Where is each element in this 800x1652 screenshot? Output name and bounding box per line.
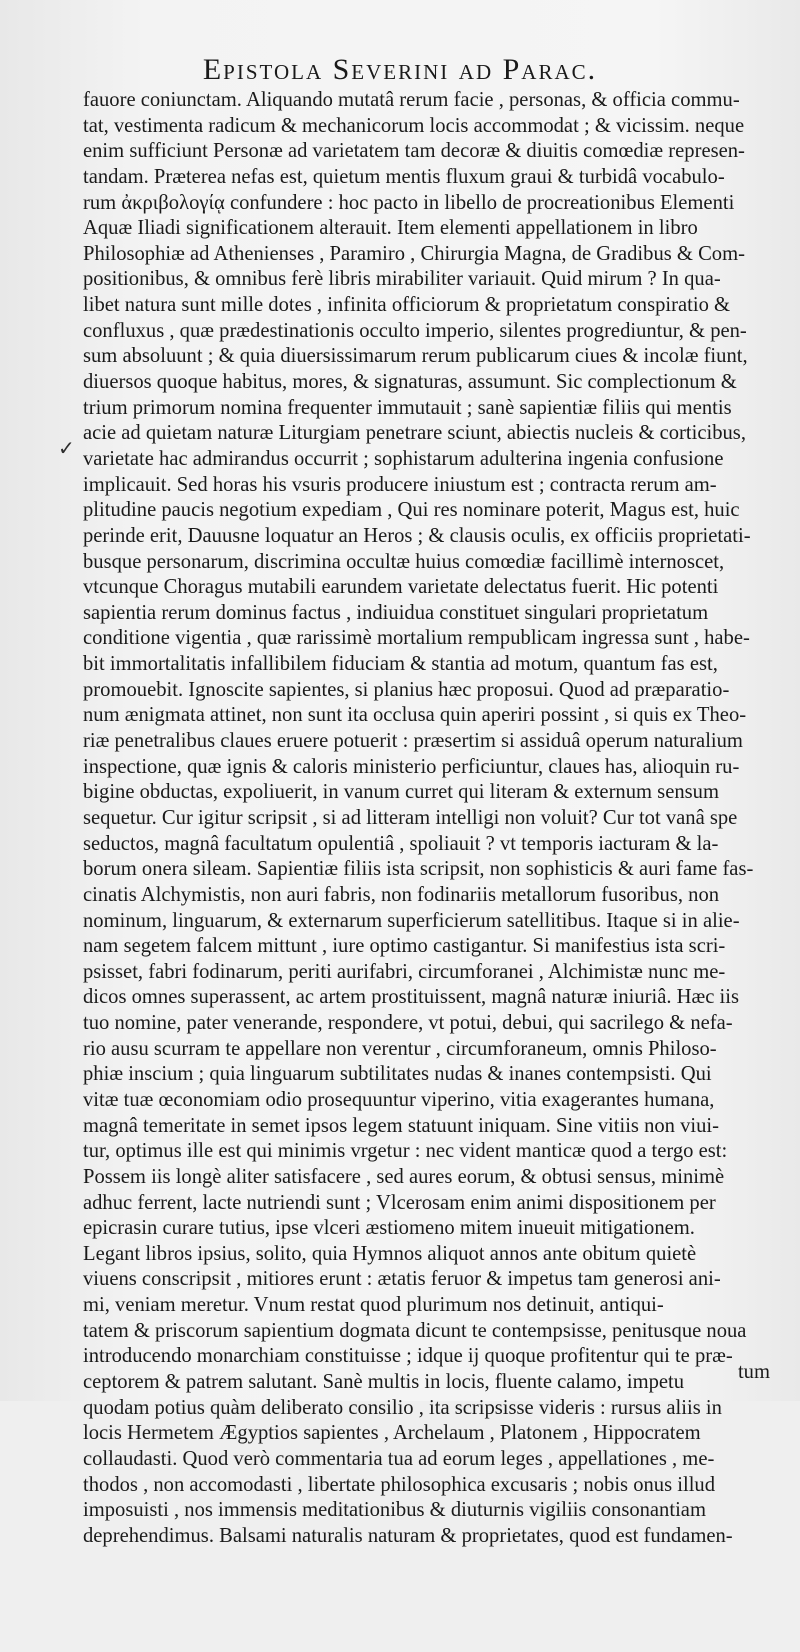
text-line: Legant libros ipsius, solito, quia Hymnos aliquot annos ante obitum quietè bbox=[83, 1242, 697, 1265]
text-line: mi, veniam meretur. Vnum restat quod plurimum nos detinuit, antiqui- bbox=[83, 1294, 664, 1317]
text-line: sapientia rerum dominus factus , indiuidua constituet singulari proprietatum bbox=[83, 601, 709, 624]
text-line: trium primorum nomina frequenter immutauit ; sanè sapientiæ filiis qui mentis bbox=[83, 396, 732, 419]
text-line: tandam. Præterea nefas est, quietum mentis fluxum graui & turbidâ vocabulo- bbox=[83, 165, 725, 188]
text-line: ceptorem & patrem salutant. Sanè multis in locis, fluente calamo, impetu bbox=[83, 1371, 685, 1394]
text-line: promouebit. Ignoscite sapientes, si planius hæc proposui. Quod ad præparatio- bbox=[83, 678, 730, 701]
text-line: positionibus, & omnibus ferè libris mirabiliter variauit. Quid mirum ? In qua- bbox=[83, 268, 721, 291]
text-line bbox=[83, 1601, 773, 1627]
text-line: locis Hermetem Ægyptios sapientes , Archelaum , Platonem , Hippocratem bbox=[83, 1422, 701, 1445]
text-line: tat, vestimenta radicum & mechanicorum locis accommodat ; & vicissim. neque bbox=[83, 114, 745, 137]
text-line: quodam potius quàm deliberato consilio , ita scripsisse videris : rursus aliis in bbox=[83, 1396, 722, 1419]
body-text bbox=[83, 88, 773, 1652]
text-line: acie ad quietam naturæ Liturgiam penetrare sciunt, abiectis nucleis & corticibus, bbox=[83, 422, 746, 445]
text-line: rio ausu scurram te appellare non verentur , circumforaneum, omnis Philoso- bbox=[83, 1037, 717, 1060]
text-line: nominum, linguarum, & externarum superficierum satellitibus. Itaque si in alie- bbox=[83, 909, 740, 932]
text-line bbox=[83, 1626, 773, 1652]
text-line: vitæ tuæ œconomiam odio prosequuntur viperino, vitia exagerantes humana, bbox=[83, 1088, 715, 1111]
margin-mark: ✓ bbox=[58, 438, 75, 460]
text-line: enim sufficiunt Personæ ad varietatem tam decoræ & diuitis comœdiæ represen- bbox=[83, 140, 745, 163]
text-line: cinatis Alchymistis, non auri fabris, non fodinariis metallorum fusoribus, non bbox=[83, 883, 720, 906]
text-line: viuens conscripsit , mitiores erunt : ætatis feruor & impetus tam generosi ani- bbox=[83, 1268, 721, 1291]
page-header: Epistola Severini ad Parac. bbox=[202, 53, 598, 86]
text-line: tur, optimus ille est qui minimis vrgetur : nec vident manticæ quod a tergo est: bbox=[83, 1140, 728, 1163]
text-line: bit immortalitatis infallibilem fiduciam & stantia ad motum, quantum fas est, bbox=[83, 653, 718, 676]
text-line: thodos , non accomodasti , libertate philosophica excusaris ; nobis onus illud bbox=[83, 1473, 716, 1496]
text-line: nam segetem falcem mittunt , iure optimo castigantur. Si manifestius ista scri- bbox=[83, 935, 726, 958]
text-line: borum onera sileam. Sapientiæ filiis ista scripsit, non sophisticis & auri fame fas- bbox=[83, 858, 754, 881]
text-line: inspectione, quæ ignis & caloris ministerio perficiuntur, claues has, alioquin ru- bbox=[83, 755, 740, 778]
text-line: Philosophiæ ad Athenienses , Paramiro , Chirurgia Magna, de Gradibus & Com- bbox=[83, 242, 745, 265]
text-line bbox=[83, 1575, 773, 1601]
text-line: plitudine paucis negotium expediam , Qui res nominare poterit, Magus est, huic bbox=[83, 499, 740, 522]
text-line: adhuc ferrent, lacte nutriendi sunt ; Vlcerosam enim animi dispositionem per bbox=[83, 1191, 716, 1214]
text-line: sequetur. Cur igitur scripsit , si ad litteram intelligi non voluit? Cur tot vanâ spe bbox=[83, 806, 738, 829]
text-line: confluxus , quæ prædestinationis occulto imperio, silentes progrediuntur, & pen- bbox=[83, 319, 747, 342]
text-line: Possem iis longè aliter satisfacere , sed aures eorum, & obtusi sensus, minimè bbox=[83, 1165, 725, 1188]
text-line: introducendo monarchiam constituisse ; idque ij quoque profitentur qui te præ- bbox=[83, 1345, 733, 1368]
catchword: tum bbox=[737, 1361, 770, 1383]
text-line: epicrasin curare tutius, ipse vlceri æstiomeno mitem inueuit mitigationem. bbox=[83, 1217, 695, 1240]
text-line: deprehendimus. Balsami naturalis naturam & proprietates, quod est fundamen- bbox=[83, 1524, 733, 1547]
text-line: num ænigmata attinet, non sunt ita occlusa quin aperiri possint , si quis ex Theo- bbox=[83, 704, 747, 727]
text-line: vtcunque Choragus mutabili earundem varietate delectatus fuerit. Hic potenti bbox=[83, 576, 719, 599]
text-line: Aquæ Iliadi significationem alterauit. Item elementi appellationem in libro bbox=[83, 217, 698, 240]
text-line: psisset, fabri fodinarum, periti aurifabri, circumforanei , Alchimistæ nunc me- bbox=[83, 960, 726, 983]
text-line: fauore coniunctam. Aliquando mutatâ rerum facie , personas, & officia commu- bbox=[83, 89, 740, 111]
text-line: varietate hac admirandus occurrit ; sophistarum adulterina ingenia confusione bbox=[83, 447, 724, 470]
text-line: sum absoluunt ; & quia diuersissimarum rerum publicarum ciues & incolæ fiunt, bbox=[83, 345, 748, 368]
text-line: riæ penetralibus claues eruere potuerit : præsertim si assiduâ operum naturalium bbox=[83, 730, 743, 753]
text-line: tatem & priscorum sapientium dogmata dicunt te contempsisse, penitusque noua bbox=[83, 1319, 747, 1342]
text-line: phiæ inscium ; quia linguarum subtilitates nudas & inanes contempsisti. Qui bbox=[83, 1063, 712, 1086]
text-line: perinde erit, Dauusne loquatur an Heros ; & clausis oculis, ex officiis proprietati- bbox=[83, 524, 751, 547]
text-line: implicauit. Sed horas his vsuris producere iniustum est ; contracta rerum am- bbox=[83, 473, 717, 496]
text-line: dicos omnes superassent, ac artem prostituissent, magnâ naturæ iniuriâ. Hæc iis bbox=[83, 986, 740, 1009]
text-line: conditione vigentia , quæ rarissimè mortalium rempublicam ingressa sunt , habe- bbox=[83, 627, 750, 650]
text-line bbox=[83, 1550, 773, 1576]
text-line: busque personarum, discrimina occultæ huius comœdiæ facillimè internoscet, bbox=[83, 550, 725, 573]
text-line: libet natura sunt mille dotes , infinita officiorum & proprietatum conspiratio & bbox=[83, 294, 731, 317]
text-line: tuo nomine, pater venerande, respondere, vt potui, debui, qui sacrilego & nefa- bbox=[83, 1012, 733, 1035]
text-line: collaudasti. Quod verò commentaria tua ad eorum leges , appellationes , me- bbox=[83, 1447, 715, 1470]
text-line: bigine obductas, expoliuerit, in vanum curret qui literam & externum sensum bbox=[83, 781, 719, 804]
text-line: seductos, magnâ facultatum opulentiâ , spoliauit ? vt temporis iacturam & la- bbox=[83, 832, 719, 855]
text-line: imposuisti , nos immensis meditationibus & diuturnis vigiliis consonantiam bbox=[83, 1499, 706, 1522]
text-line: rum ἀκριβολογίᾳ confundere : hoc pacto in libello de procreationibus Elementi bbox=[83, 191, 735, 214]
text-line: magnâ temeritate in semet ipsos legem statuunt iniquam. Sine vitiis non viui- bbox=[83, 1114, 720, 1137]
text-line: diuersos quoque habitus, mores, & signaturas, assumunt. Sic complectionum & bbox=[83, 371, 737, 394]
